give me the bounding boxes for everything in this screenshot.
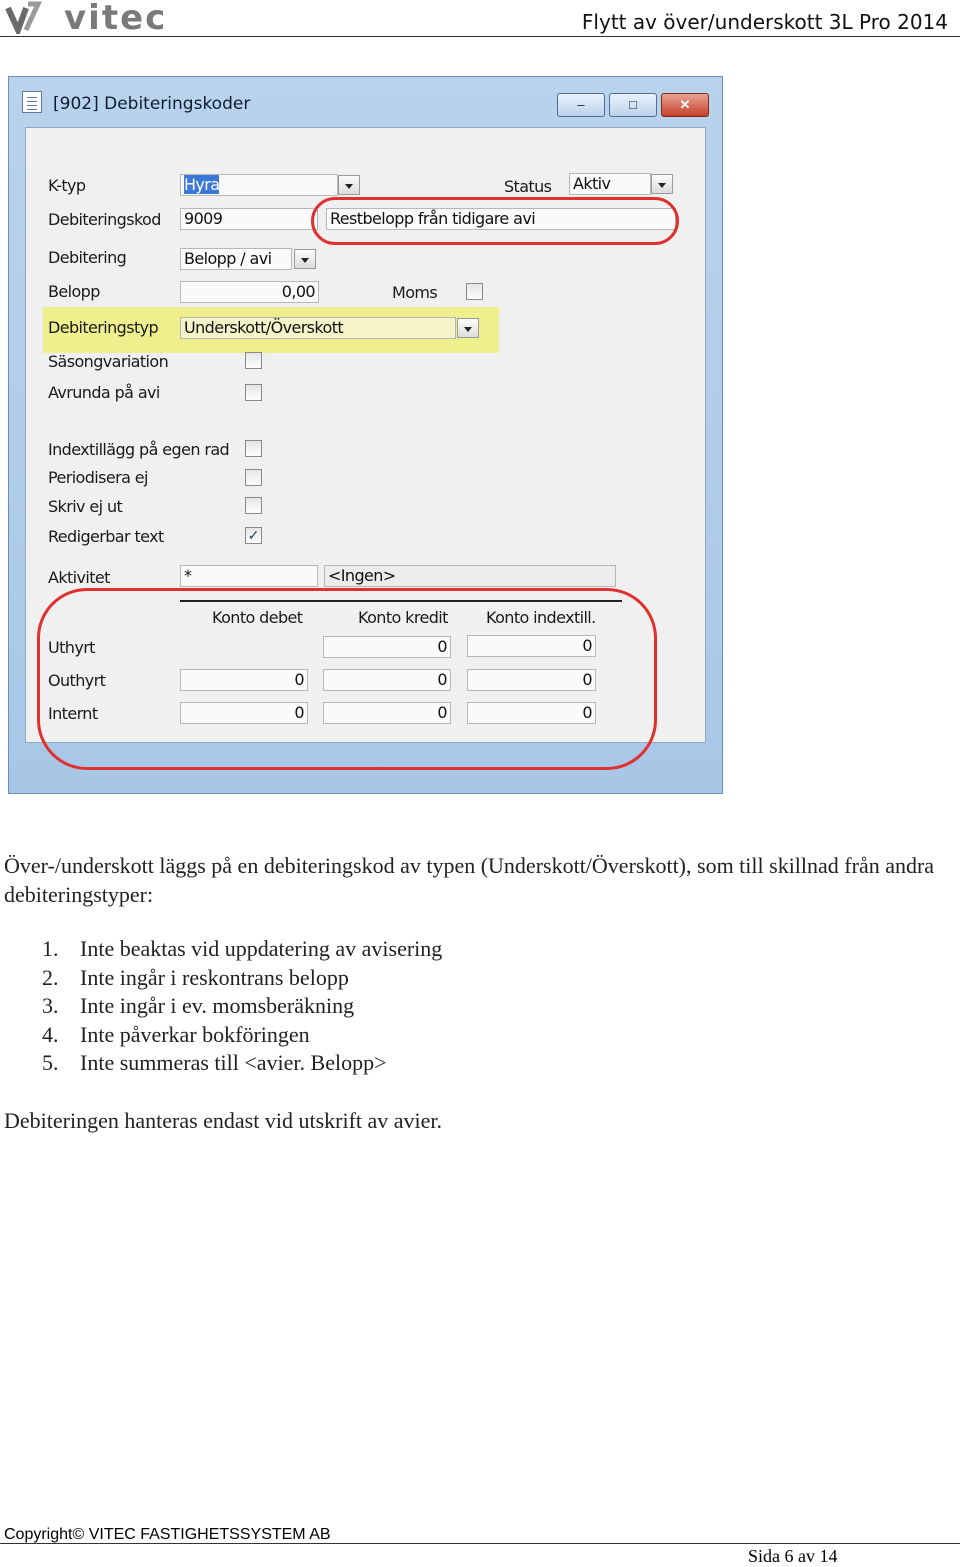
belopp-input[interactable]: 0,00 bbox=[180, 281, 319, 303]
checkbox-label-periodisera: Periodisera ej bbox=[48, 468, 148, 487]
list-item: 5. Inte summeras till <avier. Belopp> bbox=[42, 1050, 387, 1075]
column-header-konto-kredit: Konto kredit bbox=[358, 608, 448, 627]
window-title: [902] Debiteringskoder bbox=[53, 94, 251, 114]
moms-label: Moms bbox=[392, 283, 438, 302]
uthyrt-konto-indextill-input[interactable]: 0 bbox=[467, 635, 596, 657]
outro-paragraph: Debiteringen hanteras endast vid utskrift av avier. bbox=[4, 1108, 443, 1133]
debitering-select[interactable]: Belopp / avi bbox=[180, 248, 292, 270]
internt-konto-debet-input[interactable]: 0 bbox=[180, 702, 308, 724]
header-divider bbox=[0, 36, 960, 37]
document-title: Flytt av över/underskott 3L Pro 2014 bbox=[581, 10, 948, 34]
property-list bbox=[42, 935, 442, 1078]
konto-annotation-circle bbox=[37, 588, 657, 770]
internt-konto-indextill-input[interactable]: 0 bbox=[467, 702, 596, 724]
debiteringskod-description-input[interactable]: Restbelopp från tidigare avi bbox=[326, 208, 676, 230]
aktivitet-description: <Ingen> bbox=[324, 565, 616, 587]
row-label-internt: Internt bbox=[48, 704, 98, 723]
debitering-dropdown-icon[interactable] bbox=[294, 249, 316, 269]
list-item: 2. Inte ingår i reskontrans belopp bbox=[42, 964, 349, 990]
vitec-logo bbox=[4, 0, 204, 34]
column-header-konto-debet: Konto debet bbox=[212, 608, 303, 627]
checkbox-label-redigerbar: Redigerbar text bbox=[48, 527, 164, 546]
aktivitet-input[interactable]: * bbox=[180, 565, 318, 587]
window-form-icon bbox=[22, 91, 42, 113]
window-titlebar[interactable] bbox=[9, 77, 722, 125]
aktivitet-label: Aktivitet bbox=[48, 568, 110, 587]
description-annotation-circle bbox=[311, 197, 679, 245]
minimize-button[interactable]: – bbox=[557, 93, 605, 117]
close-button[interactable]: ✕ bbox=[661, 93, 709, 117]
status-select[interactable]: Aktiv bbox=[569, 173, 651, 195]
debiteringstyp-dropdown-icon[interactable] bbox=[457, 318, 479, 338]
sasongvariation-checkbox[interactable] bbox=[245, 352, 262, 369]
avrunda-checkbox[interactable] bbox=[245, 384, 262, 401]
debiteringstyp-select[interactable]: Underskott/Överskott bbox=[180, 317, 456, 339]
outhyrt-konto-debet-input[interactable]: 0 bbox=[180, 669, 308, 691]
footer-divider bbox=[0, 1543, 960, 1544]
debitering-label: Debitering bbox=[48, 248, 127, 267]
svg-text:vitec: vitec bbox=[64, 0, 168, 34]
belopp-label: Belopp bbox=[48, 282, 100, 301]
checkbox-label-indextillagg: Indextillägg på egen rad bbox=[48, 440, 230, 459]
list-item: 1. Inte beaktas vid uppdatering av avisering bbox=[42, 936, 443, 961]
internt-konto-kredit-input[interactable]: 0 bbox=[323, 702, 451, 724]
debiteringskod-input[interactable]: 9009 bbox=[180, 208, 318, 230]
checkbox-label-sasongvariation: Säsongvariation bbox=[48, 352, 169, 371]
skriv-ej-ut-checkbox[interactable] bbox=[245, 497, 262, 514]
moms-checkbox[interactable] bbox=[466, 283, 483, 300]
ktyp-dropdown-icon[interactable] bbox=[338, 175, 360, 195]
debiteringskod-label: Debiteringskod bbox=[48, 210, 161, 229]
ktyp-select[interactable]: Hyra bbox=[180, 174, 338, 196]
row-label-uthyrt: Uthyrt bbox=[48, 638, 95, 657]
redigerbar-checkbox[interactable]: ✓ bbox=[245, 527, 262, 544]
intro-paragraph: Över-/underskott läggs på en debiteringskod av typen (Underskott/Överskott), som till skillnad från andra debiteringstyper: bbox=[4, 853, 935, 907]
list-item: 3. Inte ingår i ev. momsberäkning bbox=[42, 993, 355, 1018]
checkbox-label-avrunda: Avrunda på avi bbox=[48, 383, 160, 402]
status-dropdown-icon[interactable] bbox=[651, 174, 673, 194]
periodisera-checkbox[interactable] bbox=[245, 469, 262, 486]
page-number: Sida 6 av 14 bbox=[748, 1546, 838, 1566]
list-item: 4. Inte påverkar bokföringen bbox=[42, 1021, 310, 1047]
indextillagg-checkbox[interactable] bbox=[245, 440, 262, 457]
checkbox-label-skriv-ej-ut: Skriv ej ut bbox=[48, 497, 123, 516]
maximize-button[interactable]: □ bbox=[609, 93, 657, 117]
debiteringstyp-label: Debiteringstyp bbox=[48, 318, 159, 337]
status-label: Status bbox=[504, 177, 552, 196]
row-label-outhyrt: Outhyrt bbox=[48, 671, 106, 690]
outhyrt-konto-kredit-input[interactable]: 0 bbox=[323, 669, 451, 691]
column-header-konto-indextill: Konto indextill. bbox=[486, 608, 596, 627]
copyright-text: Copyright© VITEC FASTIGHETSSYSTEM AB bbox=[4, 1526, 331, 1543]
uthyrt-konto-kredit-input[interactable]: 0 bbox=[323, 636, 451, 658]
ktyp-label: K-typ bbox=[48, 176, 86, 195]
outhyrt-konto-indextill-input[interactable]: 0 bbox=[467, 669, 596, 691]
